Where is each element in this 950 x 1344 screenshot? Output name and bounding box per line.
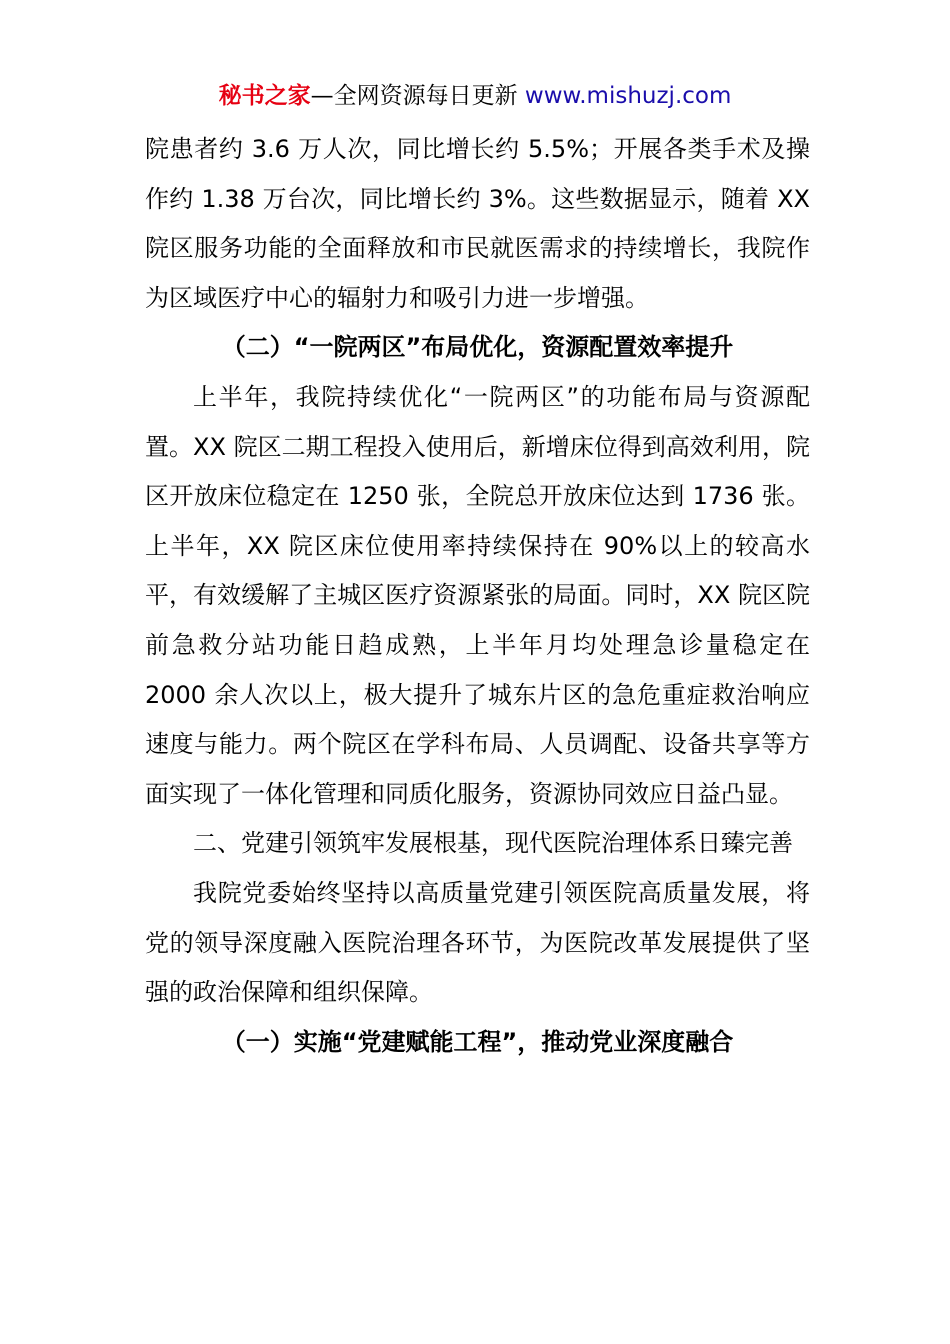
site-name: 秘书之家 [218, 83, 311, 109]
paragraph-layout: 上半年，我院持续优化“一院两区”的功能布局与资源配置。XX 院区二期工程投入使用后，新增床位得到高效利用，院区开放床位稳定在 1250 张，全院总开放床位达到 1736 张。上半年，XX 院区床位使用率持续保持在 90%以上的较高水平，有效缓解了主城区医疗资源紧张的局面。同时，XX 院区院前急救分站功能日趋成熟，上半年月均处理急诊量稳定在 2000 余人次以上，极大提升了城东片区的急危重症救治响应速度与能力。两个院区在学科布局、人员调配、设备共享等方面实现了一体化管理和同质化服务，资源协同效应日益凸显。 [145, 382, 810, 808]
subheading-party-empowerment: （一）实施“党建赋能工程”，推动党业深度融合 [221, 1027, 734, 1056]
page-header [0, 80, 950, 112]
document-body [145, 125, 810, 1067]
paragraph-party: 我院党委始终坚持以高质量党建引领医院高质量发展，将党的领导深度融入医院治理各环节，为医院改革发展提供了坚强的政治保障和组织保障。 [145, 878, 810, 1007]
header-tagline: —全网资源每日更新 [310, 83, 518, 109]
section-heading-party-building: 二、党建引领筑牢发展根基，现代医院治理体系日臻完善 [193, 829, 793, 858]
paragraph-continued: 院患者约 3.6 万人次，同比增长约 5.5%；开展各类手术及操作约 1.38 万台次，同比增长约 3%。这些数据显示，随着 XX 院区服务功能的全面释放和市民就医需求的持续增长，我院作为区域医疗中心的辐射力和吸引力进一步增强。 [145, 135, 810, 312]
site-url-link[interactable]: www.mishuzj.com [524, 83, 732, 109]
subheading-layout-optimization: （二）“一院两区”布局优化，资源配置效率提升 [221, 333, 734, 362]
